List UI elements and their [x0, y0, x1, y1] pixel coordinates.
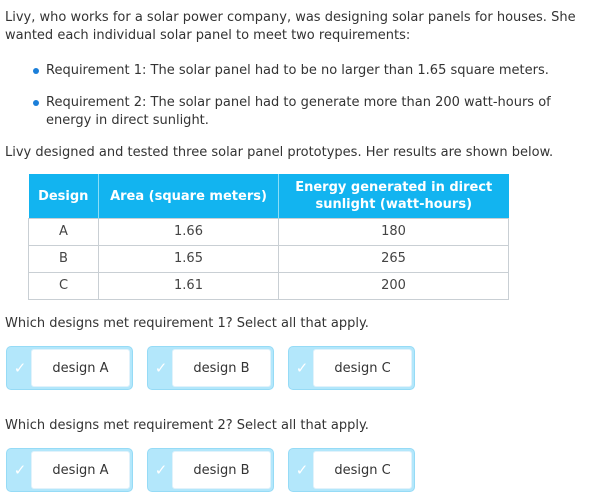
check-icon: ✓: [13, 359, 27, 377]
check-icon: ✓: [154, 461, 168, 479]
check-icon: ✓: [13, 461, 27, 479]
table-header-design: Design: [29, 174, 99, 219]
table-header-row: [29, 174, 509, 219]
requirement-item-1: [33, 62, 579, 80]
intro-text: Livy, who works for a solar power company, was designing solar panels for houses. She wanted each individual solar panel to meet two requirements:: [5, 10, 576, 43]
option-label: design B: [172, 451, 271, 489]
table-cell-area: 1.65: [99, 246, 279, 273]
option-label: design C: [313, 451, 412, 489]
option-label: design A: [31, 349, 130, 387]
results-table-header: [29, 174, 509, 219]
results-table: [28, 174, 509, 300]
option-label: design A: [31, 451, 130, 489]
option-q1-design-b[interactable]: [147, 346, 274, 390]
table-header-area: Area (square meters): [99, 174, 279, 219]
requirement-item-2: [33, 94, 579, 130]
table-cell-energy: 265: [279, 246, 509, 273]
option-q2-design-b[interactable]: [147, 448, 274, 492]
table-cell-area: 1.66: [99, 219, 279, 246]
option-q1-design-c[interactable]: [288, 346, 415, 390]
question-1-text: Which designs met requirement 1? Select all that apply.: [5, 316, 369, 331]
question-1-options: [6, 346, 603, 390]
table-row: [29, 246, 509, 273]
check-icon: ✓: [295, 359, 309, 377]
requirements-list: [5, 62, 603, 130]
requirement-2-text: Requirement 2: The solar panel had to generate more than 200 watt-hours of energy in direct sunlight.: [46, 95, 551, 128]
table-cell-energy: 200: [279, 273, 509, 300]
requirement-1-text: Requirement 1: The solar panel had to be no larger than 1.65 square meters.: [46, 63, 549, 78]
question-2-text: Which designs met requirement 2? Select all that apply.: [5, 418, 369, 433]
option-q2-design-a[interactable]: [6, 448, 133, 492]
question-2-options: [6, 448, 603, 492]
option-q2-design-c[interactable]: [288, 448, 415, 492]
table-cell-design: C: [29, 273, 99, 300]
bullet-icon: [33, 100, 39, 106]
table-header-energy: Energy generated in direct sunlight (watt-hours): [279, 174, 509, 219]
bullet-icon: [33, 68, 39, 74]
table-row: [29, 219, 509, 246]
check-icon: ✓: [295, 461, 309, 479]
table-cell-energy: 180: [279, 219, 509, 246]
option-label: design B: [172, 349, 271, 387]
table-cell-area: 1.61: [99, 273, 279, 300]
table-cell-design: A: [29, 219, 99, 246]
option-label: design C: [313, 349, 412, 387]
table-row: [29, 273, 509, 300]
results-intro-text: Livy designed and tested three solar panel prototypes. Her results are shown below.: [5, 145, 554, 160]
table-cell-design: B: [29, 246, 99, 273]
option-q1-design-a[interactable]: [6, 346, 133, 390]
check-icon: ✓: [154, 359, 168, 377]
